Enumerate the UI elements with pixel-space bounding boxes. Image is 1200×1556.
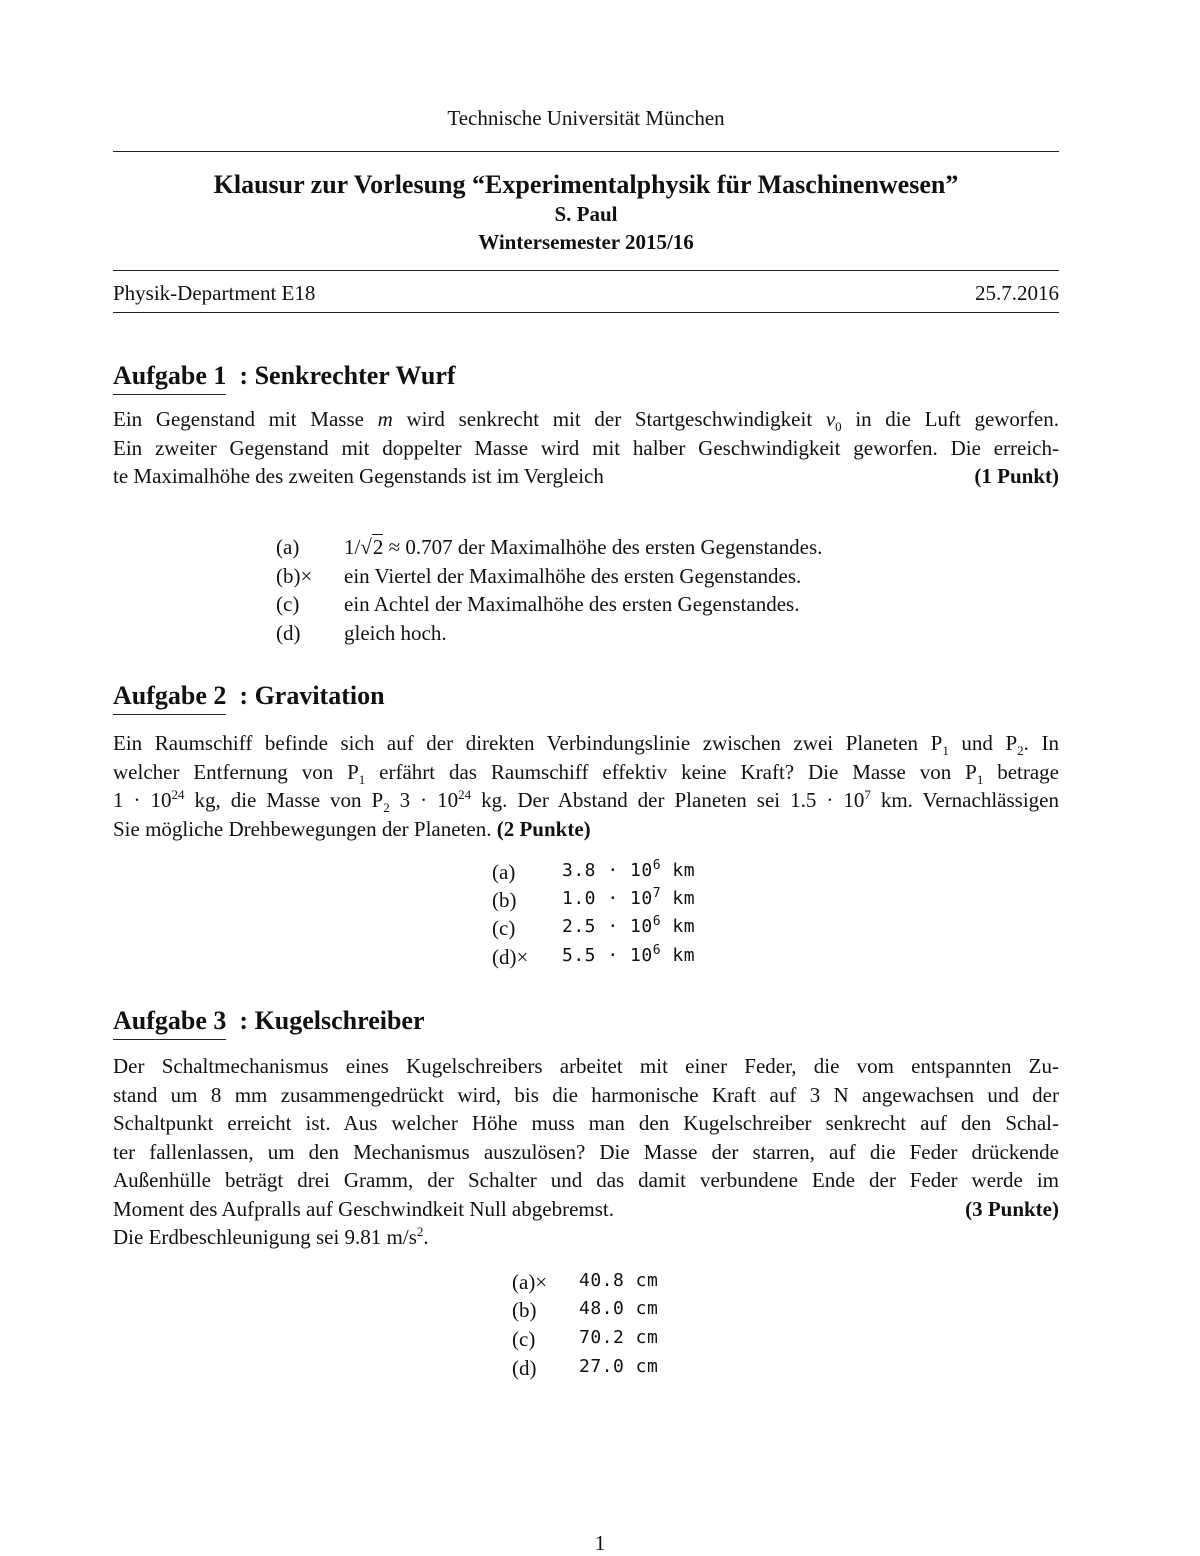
task-3-option-c bbox=[512, 1327, 658, 1352]
option-label: (c) bbox=[512, 1327, 536, 1351]
text-span: Sie mögliche Drehbewegungen der Planeten. bbox=[113, 816, 492, 841]
text-span: km. Vernachlässigen bbox=[870, 788, 1059, 812]
task-1-title: : Senkrechter Wurf bbox=[239, 361, 456, 390]
text-span: 1 · 10 bbox=[113, 788, 172, 812]
text-span: 1/ bbox=[344, 535, 361, 559]
var-v-sub: 0 bbox=[835, 419, 842, 435]
task-3-line-5: Außenhülle beträgt drei Gramm, der Schalter und das damit verbundene Ende der Feder werde im bbox=[113, 1168, 1059, 1192]
option-value bbox=[562, 860, 695, 885]
header-rule-middle bbox=[113, 270, 1059, 271]
task-1-line-1 bbox=[113, 405, 1059, 434]
sqrt-symbol: √ bbox=[360, 535, 372, 559]
text-span: km bbox=[661, 860, 696, 881]
task-1-line-2: Ein zweiter Gegenstand mit doppelter Masse wird mit halber Geschwindigkeit geworfen. Die erreich- bbox=[113, 435, 1059, 460]
text-span: 3.8 · 10 bbox=[562, 860, 653, 881]
text-span: Ein Raumschiff befinde sich auf der direkten Verbindungslinie zwischen zwei Planeten P bbox=[113, 731, 943, 755]
var-v: v bbox=[825, 407, 836, 431]
var-m: m bbox=[377, 407, 393, 431]
task-2-number: Aufgabe 2 bbox=[113, 681, 226, 715]
task-3-line-4: ter fallenlassen, um den Mechanismus auszulösen? Die Masse der starren, auf die Feder drückende bbox=[113, 1139, 1059, 1164]
page-number: 1 bbox=[594, 1531, 606, 1555]
department-date-row bbox=[113, 281, 1059, 306]
subscript: 1 bbox=[358, 771, 366, 787]
task-2-line-2 bbox=[113, 758, 1059, 787]
option-text bbox=[344, 535, 822, 560]
department: Physik-Department E18 bbox=[113, 281, 316, 305]
text-span: . In bbox=[1023, 731, 1060, 755]
option-value: 48.0 cm bbox=[579, 1298, 659, 1319]
option-label: (d) bbox=[512, 1356, 537, 1380]
task-3-option-b bbox=[512, 1298, 658, 1323]
task-2-option-b bbox=[492, 888, 695, 913]
option-text: gleich hoch. bbox=[344, 621, 447, 645]
university-name: Technische Universität München bbox=[447, 106, 725, 130]
subscript: 1 bbox=[976, 771, 984, 787]
task-1-points: (1 Punkt) bbox=[974, 464, 1059, 488]
text-span: 5.5 · 10 bbox=[562, 945, 653, 966]
task-3-title: : Kugelschreiber bbox=[239, 1006, 425, 1035]
task-3-line-1: Der Schaltmechanismus eines Kugelschreibers arbeitet mit einer Feder, die vom entspannten Zu- bbox=[113, 1054, 1059, 1078]
text-span: ≈ 0.707 der Maximalhöhe des ersten Gegenstandes. bbox=[383, 535, 823, 559]
superscript: 7 bbox=[864, 787, 871, 802]
text-span: km bbox=[661, 888, 696, 909]
task-2-option-d bbox=[492, 945, 695, 970]
task-1-heading bbox=[113, 361, 456, 395]
superscript: 6 bbox=[652, 943, 662, 958]
task-2-line-3 bbox=[113, 786, 1059, 815]
task-2-title: : Gravitation bbox=[239, 681, 385, 710]
task-1-option-d bbox=[276, 621, 447, 646]
text-span: und P bbox=[948, 731, 1018, 755]
text-span: 2.5 · 10 bbox=[562, 916, 653, 937]
superscript: 24 bbox=[458, 787, 472, 802]
superscript: 6 bbox=[652, 914, 662, 929]
text-span: betrage bbox=[983, 759, 1060, 784]
task-3-text bbox=[113, 1052, 1059, 1252]
option-value bbox=[562, 916, 695, 941]
option-label: (a) bbox=[276, 535, 300, 559]
subscript: 1 bbox=[942, 743, 949, 759]
option-label: (a) bbox=[492, 860, 516, 884]
text-span: 1.0 · 10 bbox=[562, 888, 653, 909]
text-span: km bbox=[661, 945, 696, 966]
sqrt-radicand: 2 bbox=[372, 535, 384, 559]
option-text: ein Achtel der Maximalhöhe des ersten Gegenstandes. bbox=[344, 592, 800, 616]
text-span: kg, die Masse von P bbox=[184, 788, 384, 812]
task-2-text bbox=[113, 729, 1059, 843]
option-value: 40.8 cm bbox=[579, 1270, 659, 1291]
option-label: (d) bbox=[276, 621, 301, 645]
option-label: (c) bbox=[276, 592, 300, 616]
task-2-points: (2 Punkte) bbox=[496, 816, 591, 841]
text-span: Die Erdbeschleunigung sei 9.81 m/s bbox=[113, 1225, 417, 1249]
task-3-line-3: Schaltpunkt erreicht ist. Aus welcher Höhe muss man den Kugelschreiber senkrecht auf den Schal- bbox=[113, 1111, 1059, 1135]
text-span: erfährt das Raumschiff effektiv keine Kraft? Die Masse von P bbox=[365, 759, 977, 784]
semester: Wintersemester 2015/16 bbox=[478, 230, 694, 254]
option-label: (a)× bbox=[512, 1270, 548, 1294]
task-3-points: (3 Punkte) bbox=[965, 1196, 1059, 1221]
exam-date: 25.7.2016 bbox=[975, 281, 1059, 305]
task-2-line-1 bbox=[113, 729, 1059, 758]
subscript: 2 bbox=[383, 800, 390, 816]
task-3-line-2: stand um 8 mm zusammengedrückt wird, bis die harmonische Kraft auf 3 N angewachsen und der bbox=[113, 1082, 1059, 1107]
subscript: 2 bbox=[1017, 743, 1024, 759]
task-3-option-a bbox=[512, 1270, 658, 1295]
option-label: (d)× bbox=[492, 945, 529, 969]
text-span: Ein Gegenstand mit Masse bbox=[113, 407, 378, 431]
task-1-option-b bbox=[276, 564, 801, 589]
text-span: welcher Entfernung von P bbox=[113, 759, 359, 784]
superscript: 2 bbox=[416, 1224, 424, 1239]
superscript: 6 bbox=[652, 858, 662, 873]
header-rule-top bbox=[113, 151, 1059, 152]
task-3-line-7 bbox=[113, 1223, 1059, 1252]
text-span: in die Luft geworfen. bbox=[841, 407, 1059, 431]
option-value bbox=[562, 945, 695, 970]
option-text: ein Viertel der Maximalhöhe des ersten Gegenstandes. bbox=[344, 564, 802, 588]
option-value: 27.0 cm bbox=[579, 1356, 659, 1377]
task-3-line-6 bbox=[113, 1195, 1059, 1224]
superscript: 7 bbox=[652, 886, 662, 901]
task-3-heading bbox=[113, 1006, 425, 1040]
task-3-number: Aufgabe 3 bbox=[113, 1006, 226, 1040]
header-rule-bottom bbox=[113, 312, 1059, 313]
option-label: (b) bbox=[492, 888, 517, 912]
text-span: kg. Der Abstand der Planeten sei 1.5 · 10 bbox=[471, 788, 865, 812]
lecturer-name: S. Paul bbox=[554, 202, 618, 226]
option-label: (b) bbox=[512, 1298, 537, 1322]
text-span: km bbox=[661, 916, 696, 937]
option-label: (c) bbox=[492, 916, 516, 940]
task-2-option-a bbox=[492, 860, 695, 885]
task-1-option-c bbox=[276, 592, 799, 617]
text-span: Moment des Aufpralls auf Geschwindkeit Null abgebremst. bbox=[113, 1196, 614, 1221]
text-span: te Maximalhöhe des zweiten Gegenstands ist im Vergleich bbox=[113, 464, 604, 488]
text-span: wird senkrecht mit der Startgeschwindigkeit bbox=[392, 407, 826, 431]
text-span: 3 · 10 bbox=[389, 788, 459, 812]
option-value: 70.2 cm bbox=[579, 1327, 659, 1348]
task-1-line-3 bbox=[113, 462, 1059, 491]
exam-title: Klausur zur Vorlesung “Experimentalphysik für Maschinenwesen” bbox=[213, 170, 959, 199]
task-1-number: Aufgabe 1 bbox=[113, 361, 226, 395]
task-1-text bbox=[113, 405, 1059, 491]
task-2-option-c bbox=[492, 916, 695, 941]
task-1-option-a bbox=[276, 535, 822, 560]
task-3-option-d bbox=[512, 1356, 658, 1381]
option-value bbox=[562, 888, 695, 913]
text-span: . bbox=[423, 1225, 429, 1249]
option-label: (b)× bbox=[276, 564, 313, 588]
task-2-heading bbox=[113, 681, 385, 715]
task-2-line-4 bbox=[113, 815, 1059, 844]
superscript: 24 bbox=[171, 787, 185, 802]
